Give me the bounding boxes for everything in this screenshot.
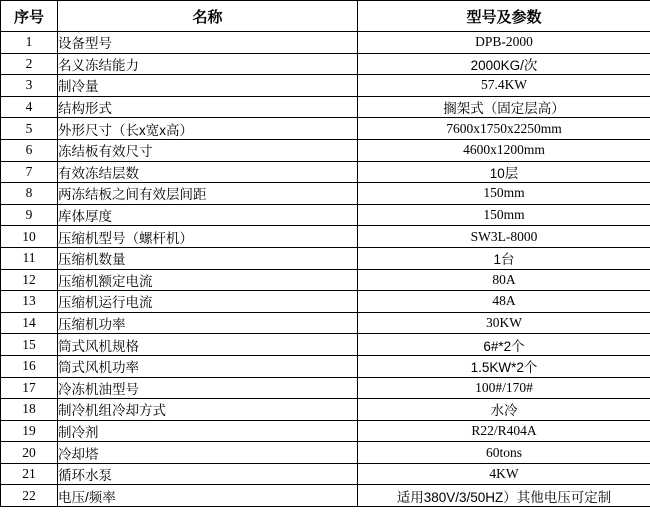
cell-index: 5 (1, 118, 58, 140)
cell-index: 12 (1, 269, 58, 291)
table-row (1, 485, 650, 507)
cell-name: 制冷量 (58, 75, 358, 97)
cell-name: 冷冻机油型号 (58, 377, 358, 399)
cell-value: 57.4KW (358, 75, 650, 97)
cell-index: 18 (1, 399, 58, 421)
table-row (1, 32, 650, 54)
column-header-value: 型号及参数 (358, 1, 650, 32)
cell-name: 压缩机运行电流 (58, 291, 358, 313)
cell-index: 16 (1, 355, 58, 377)
table-row (1, 269, 650, 291)
column-header-name: 名称 (58, 1, 358, 32)
cell-index: 9 (1, 204, 58, 226)
cell-index: 17 (1, 377, 58, 399)
cell-index: 21 (1, 463, 58, 485)
cell-name: 两冻结板之间有效层间距 (58, 183, 358, 205)
cell-index: 4 (1, 96, 58, 118)
cell-name: 压缩机功率 (58, 312, 358, 334)
cell-index: 20 (1, 442, 58, 464)
table-row (1, 312, 650, 334)
cell-value: 6#*2个 (358, 334, 650, 356)
cell-name: 名义冻结能力 (58, 53, 358, 75)
table-row (1, 75, 650, 97)
cell-name: 外形尺寸（长x宽x高） (58, 118, 358, 140)
cell-name: 电压/频率 (58, 485, 358, 507)
cell-index: 10 (1, 226, 58, 248)
cell-value: SW3L-8000 (358, 226, 650, 248)
cell-name: 库体厚度 (58, 204, 358, 226)
cell-value: 48A (358, 291, 650, 313)
cell-index: 8 (1, 183, 58, 205)
cell-value: 150mm (358, 204, 650, 226)
table-row (1, 420, 650, 442)
cell-value: 80A (358, 269, 650, 291)
cell-value: 1.5KW*2个 (358, 355, 650, 377)
table-row (1, 247, 650, 269)
cell-name: 有效冻结层数 (58, 161, 358, 183)
table-row (1, 183, 650, 205)
table-row (1, 334, 650, 356)
cell-value: 60tons (358, 442, 650, 464)
cell-index: 19 (1, 420, 58, 442)
table-row (1, 291, 650, 313)
cell-index: 11 (1, 247, 58, 269)
cell-index: 13 (1, 291, 58, 313)
table-row (1, 53, 650, 75)
table-row (1, 204, 650, 226)
cell-value: DPB-2000 (358, 32, 650, 54)
cell-value: 4KW (358, 463, 650, 485)
cell-name: 冷却塔 (58, 442, 358, 464)
cell-name: 压缩机型号（螺杆机） (58, 226, 358, 248)
cell-value: 30KW (358, 312, 650, 334)
table-row (1, 399, 650, 421)
cell-index: 14 (1, 312, 58, 334)
table-row (1, 118, 650, 140)
cell-index: 6 (1, 139, 58, 161)
cell-value: 7600x1750x2250mm (358, 118, 650, 140)
cell-name: 设备型号 (58, 32, 358, 54)
cell-name: 压缩机数量 (58, 247, 358, 269)
cell-value: 搁架式（固定层高） (358, 96, 650, 118)
cell-name: 筒式风机规格 (58, 334, 358, 356)
cell-value: 150mm (358, 183, 650, 205)
table-row (1, 442, 650, 464)
table-row (1, 96, 650, 118)
table-body (1, 32, 650, 507)
column-header-index: 序号 (1, 1, 58, 32)
cell-value: 适用380V/3/50HZ）其他电压可定制 (358, 485, 650, 507)
cell-name: 压缩机额定电流 (58, 269, 358, 291)
cell-value: 1台 (358, 247, 650, 269)
table-row (1, 139, 650, 161)
cell-index: 2 (1, 53, 58, 75)
table-row (1, 377, 650, 399)
table-row (1, 161, 650, 183)
cell-value: 10层 (358, 161, 650, 183)
cell-name: 冻结板有效尺寸 (58, 139, 358, 161)
cell-name: 结构形式 (58, 96, 358, 118)
cell-value: 4600x1200mm (358, 139, 650, 161)
cell-value: 2000KG/次 (358, 53, 650, 75)
cell-index: 1 (1, 32, 58, 54)
table-row (1, 355, 650, 377)
table-row (1, 226, 650, 248)
cell-index: 22 (1, 485, 58, 507)
cell-value: 100#/170# (358, 377, 650, 399)
table-row (1, 463, 650, 485)
cell-value: 水冷 (358, 399, 650, 421)
cell-index: 7 (1, 161, 58, 183)
cell-name: 筒式风机功率 (58, 355, 358, 377)
cell-name: 循环水泵 (58, 463, 358, 485)
cell-value: R22/R404A (358, 420, 650, 442)
table-header-row (1, 1, 650, 32)
cell-index: 15 (1, 334, 58, 356)
cell-name: 制冷剂 (58, 420, 358, 442)
cell-name: 制冷机组冷却方式 (58, 399, 358, 421)
cell-index: 3 (1, 75, 58, 97)
